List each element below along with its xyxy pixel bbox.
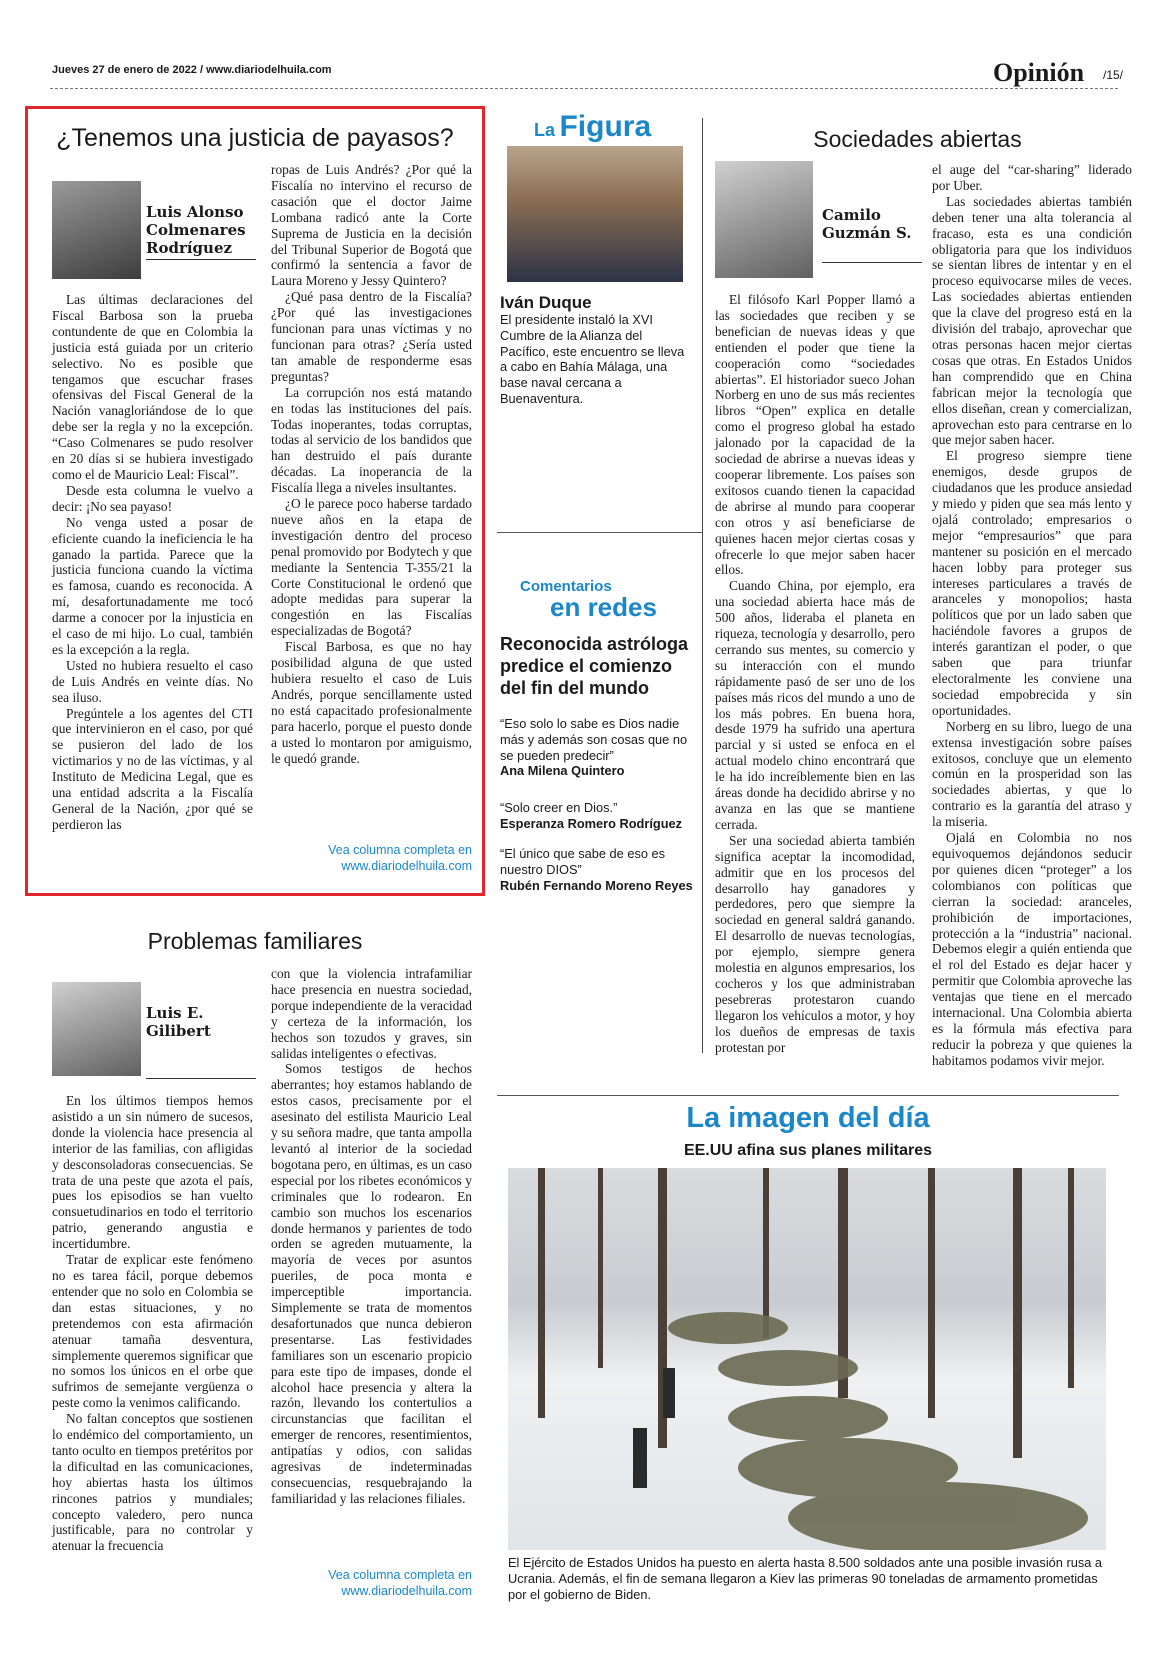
redes-comment-2: “Solo creer en Dios.” Esperanza Romero Rodríguez [500, 800, 683, 831]
problemas-column-1: En los últimos tiempos hemos asistido a un sin número de sucesos, donde la violencia hace presencia al interior de las familias, con afligidas y desconsoladoras consecuencias. Se trata de una peste que azota el país, pues los episodios se han vuelto consuetudinarios en todo el territorio patrio, generando angustia e incertidumbre. Tratar de explicar este fenómeno no es tarea fácil, porque debemos entender que no solo en Colombia se dan estas situaciones, y no pretendemos con esta afirmación atenuar tamaña desventura, simplemente queremos significar que no somos los únicos en el orbe que sufrimos de semejante vergüenza o peste como la venimos calificando. No faltan conceptos que sostienen lo endémico del comportamiento, un tanto oculto en tiempos pretéritos por la dificultad en las comunicaciones, hoy abiertas hasta los últimos rincones patrios y mundiales; concepto valedero, pero nunca justificable, para no controlar y atenuar la frecuencia [52, 1093, 253, 1554]
imagen-subtitle: EE.UU afina sus planes militares [683, 1142, 933, 1159]
column-rule-right [702, 118, 703, 1053]
gilibert-photo [52, 982, 141, 1076]
author-photo [52, 181, 141, 279]
author-rule [146, 259, 256, 260]
problemas-column-2: con que la violencia intrafamiliar hace presencia en nuestra sociedad, porque independiente de la veracidad y certeza de la información, los hechos son tozudos y graves, sin salidas inteligentes o efectivas. Somos testigos de hechos aberrantes; hoy estamos hablando de estos casos, precisamente por el asesinato del estilista Mauricio Leal y su señora madre, que tanta ampolla levantó al interior de la sociedad bogotana pero, en últimas, es un caso especial por los ribetes económicos y criminales que lo rodearon. En cambio son muchos los escenarios donde hermanos y parientes de todo orden se agreden mutuamente, la mayoría de veces por asuntos pueriles, de poca monta e imperceptible importancia. Simplemente se trata de momentos desafortunados que nunca debieron presentarse. Las festividades familiares son un escenario propicio para este tipo de impases, donde el alcohol hace presencia y altera la razón, llevando los contertulios a circunstancias que facilitan el emerger de rencores, resentimientos, antipatías y odios, con salidas agresivas de indeterminadas consecuencias, resquebrajando la familiaridad y las relaciones filiales. [271, 966, 472, 1506]
sociedades-column-2: el auge del “car-sharing” liderado por Uber. Las sociedades abiertas también deben tener una alta tolerancia al fracaso, esta es una condición obligatoria para que los individuos se sientan libres de intentar y en el proceso equivocarse miles de veces. Las sociedades abiertas entienden que la clave del progreso está en la división del trabajo, aprovechar que otras personas hacen mejor ciertas cosas que otras. En Estados Unidos han comprendido que en China fabrican mejor la tecnología que ellos diseñan, crean y comercializan, aprovechan esto para centrarse en lo que mejor saben hacer. El progreso siempre tiene enemigos, desde grupos de ciudadanos que les produce ansiedad y miedo y piden que sea más lento y ojalá controlado; empresarios o mejor “empresaurios” que para mantener su posición en el mercado hacen lobby para proteger sus intereses particulares a través de aranceles y monopolios; hasta políticos que por un lado saben que haciéndole favores a grupos de interés garantizan el poder, o que saben que para triunfar electoralmente les conviene una sociedad empobrecida y sin oportunidades. Norberg en su libro, luego de una extensa investigación sobre países exitosos, concluye que un elemento común en la prosperidad son las sociedades abiertas, y que lo contrario es la garantía del atraso y la miseria. Ojalá en Colombia no nos equivoquemos dejándonos seducir por quienes dicen “proteger” a los colombianos con políticas que cierran la sociedad: aranceles, prohibición de importaciones, protección a la “industria” nacional. Debemos elegir a quién entienda que el rol del Estado es dejar hacer y permitir que Colombia aproveche las ventajas que tiene en el mercado internacional. Una Colombia abierta es la fórmula más efectiva para reducir la pobreza y que quienes la habitamos podamos vivir mejor. [932, 162, 1132, 1068]
read-more-link-2[interactable]: Vea columna completa en www.diariodelhuila.com [328, 1568, 472, 1598]
read-more-link[interactable]: Vea columna completa en www.diariodelhuila.com [328, 843, 472, 873]
guzman-name: Camilo Guzmán S. [822, 206, 912, 242]
redes-comment-1: “Eso solo lo sabe es Dios nadie más y además son cosas que no se pueden predecir” Ana Milena Quintero [500, 716, 688, 779]
figura-name: Iván Duque [500, 293, 592, 312]
guzman-rule [822, 262, 922, 263]
redes-label-small: Comentarios [520, 578, 612, 595]
article-title: ¿Tenemos una justicia de payasos? [56, 124, 454, 152]
figura-text: El presidente instaló la XVI Cumbre de la Alianza del Pacífico, este encuentro se lleva a cabo en Bahía Málaga, una base naval cercana a Buenaventura. [500, 312, 685, 406]
author-name: Luis Alonso Colmenares Rodríguez [146, 203, 246, 257]
sociedades-title: Sociedades abiertas [813, 126, 1022, 152]
header-rule [50, 88, 1118, 89]
problemas-title: Problemas familiares [147, 928, 363, 954]
sociedades-column-1: El filósofo Karl Popper llamó a las sociedades que reciben y se benefician de nuevas ideas y que entienden el poder que tiene la cooperación como “sociedades abiertas”. El historiador sueco Johan Norberg en uno de sus más recientes libros “Open” explica en detalle como el progreso global ha estado jalonado por la capacidad de la sociedad de abrirse a nuevas ideas y cooperar libremente. Los países son exitosos cuando tienen la capacidad de abrirse al mundo para cooperar con otros y así beneficiarse de quienes hacen mejor ciertas cosas y ofrecerle lo que mejor saben hacer ellos. Cuando China, por ejemplo, era una sociedad abierta hace más de 500 años, lideraba el planeta en riqueza, tecnología y desarrollo, pero cerrando sus mentes, su comercio y su interacción con el mundo rápidamente pasó de ser uno de los países más ricos del mundo a uno de los más pobres. En buena hora, desde 1979 ha sufrido una apertura parcial y si usted se enfoca en el actual modelo chino encontrará que le ha ido increíblemente bien en las áreas donde ha decidido abrirse y no avanza en las que se mantiene cerrada. Ser una sociedad abierta también significa aceptar la incomodidad, admitir que en los procesos del desarrollo hay ganadores y perdedores, pero que siempre la sociedad en general saldrá ganando. El desarrollo de nuevas tecnologías, por ejemplo, siempre genera molestia en algunos empresarios, los cocheros y los que administraban pesebreras protestaron cuando llegaron los vehículos a motor, y hoy los dueños de empresas de taxis protestan por [715, 292, 915, 1055]
redes-comment-3: “El único que sabe de eso es nuestro DIOS” Rubén Fernando Moreno Reyes [500, 846, 693, 893]
guzman-photo [715, 161, 813, 278]
article-column-1: Las últimas declaraciones del Fiscal Barbosa son la prueba contundente de que en Colombia la justicia está guiada por un criterio selectivo. No es posible que tengamos que escuchar frases ofensivas del Fiscal General de la Nación vanagloriándose de lo que debe ser la regla y no la excepción. “Caso Colmenares se pudo resolver en 20 días si se hubiera investigado como el de Mauricio Leal: Fiscal”. Desde esta columna le vuelvo a decir: ¡No sea payaso! No venga usted a posar de eficiente cuando la ineficiencia le ha ganado la partida. Parece que la justicia funciona cuando la víctima es famosa, cuando es reconocida. A mí, desafortunadamente me tocó darme a conocer por la injusticia en el caso de mi hijo. Lo cual, también es la excepción a la regla. Usted no hubiera resuelto el caso de Luis Andrés en veinte días. No sea iluso. Pregúntele a los agentes del CTI que intervinieron en el caso, por qué se pusieron del lado de los victimarios y no de las víctimas, y al Instituto de Medicina Legal, que es una entidad adscrita a la Fiscalía General de la Nación, ¿por qué se perdieron las [52, 292, 253, 832]
header-date-site: Jueves 27 de enero de 2022 / www.diariodelhuila.com [52, 64, 332, 76]
imagen-top-rule [497, 1095, 1119, 1096]
figura-separator [497, 532, 702, 533]
redes-headline: Reconocida astróloga predice el comienzo del fin del mundo [500, 634, 689, 698]
article-column-2: ropas de Luis Andrés? ¿Por qué la Fiscalía no intervino el recurso de casación que el doctor Jaime Lombana radicó ante la Corte Suprema de Justicia en la decisión del Tribunal Superior de Bogotá que confirmó la sentencia a favor de Laura Moreno y Jessy Quintero? ¿Qué pasa dentro de la Fiscalía? ¿Por qué las investigaciones funcionan para unas víctimas y no funcionan para otras? ¿Sería usted tan amable de responderme esas preguntas? La corrupción nos está matando en todas las instituciones del país. Todas inoperantes, todas corruptas, todas al servicio de los bandidos que han destruido el país durante décadas. La inoperancia de la Fiscalía llega a niveles insultantes. ¿O le parece poco haberse tardado nueve años en la etapa de investigación dentro del proceso penal promovido por Bodytech y que mediante la Sentencia T-355/21 la Corte Constitucional le ordenó que adopte medidas para superar la congestión en las Fiscalías especializadas de Bogotá? Fiscal Barbosa, es que no hay posibilidad alguna de que usted hubiera resuelto el caso de Luis Andrés, porque sencillamente usted no está capacitado profesionalmente para hacerlo, porque el puesto donde a usted lo montaron por amiguismo, le quedó grande. [271, 162, 472, 766]
gilibert-rule [146, 1078, 256, 1079]
page-number: /15/ [1103, 68, 1124, 82]
redes-label-big: en redes [550, 592, 657, 622]
duque-photo [507, 146, 683, 282]
imagen-title: La imagen del día [686, 1102, 930, 1134]
soldiers-photo [508, 1168, 1106, 1550]
gilibert-name: Luis E. Gilibert [146, 1004, 211, 1040]
section-title: Opinión [993, 58, 1085, 87]
imagen-caption: El Ejército de Estados Unidos ha puesto en alerta hasta 8.500 soldados ante una posible invasión rusa a Ucrania. Además, el fin de semana llegaron a Kiev las primeras 90 toneladas de armamento prometidas por el gobierno de Biden. [508, 1555, 1103, 1602]
figura-label: La Figura [534, 110, 652, 143]
soldiers-photo-art [508, 1168, 1106, 1550]
